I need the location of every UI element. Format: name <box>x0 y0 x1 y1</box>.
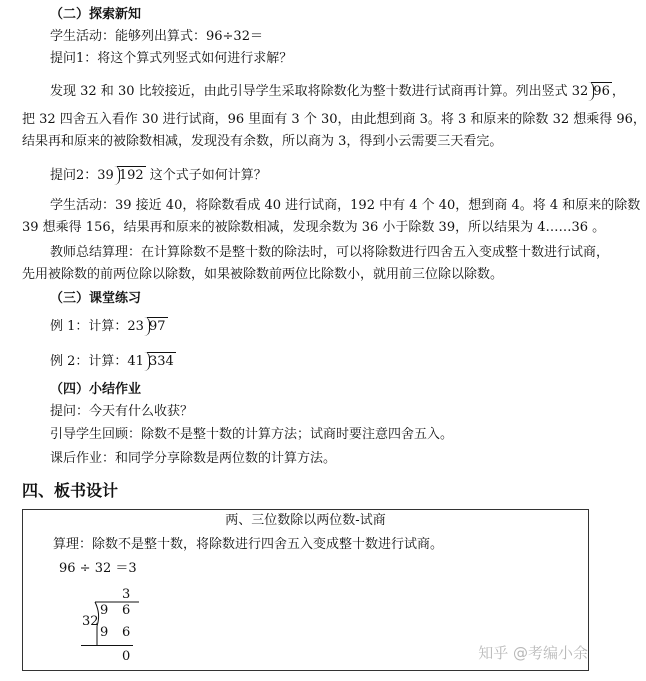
summary-question: 提问：今天有什么收获？ <box>50 404 194 419</box>
board-design-heading: 四、板书设计 <box>22 481 119 500</box>
board-product-ones: 6 <box>122 625 131 640</box>
board-remainder: 0 <box>122 649 131 664</box>
board-rule: 算理：除数不是整十数，将除数进行四舍五入变成整十数进行试商。 <box>53 537 444 552</box>
question-1: 提问1：将这个算式列竖式如何进行求解？ <box>50 51 293 66</box>
board-dividend-ones: 6 <box>122 603 131 618</box>
question-2-label: 提问2：39 <box>50 168 114 183</box>
teacher-summary: 教师总结算理：在计算除数不是整十数的除法时，可以将除数进行四舍五入变成整十数进行试商， <box>50 245 610 260</box>
paragraph-estimate-end: ， <box>611 84 625 99</box>
long-division-96: 96 <box>593 84 610 99</box>
student-activity-line: 学生活动：能够列出算式：96÷32＝ <box>50 29 263 44</box>
subtraction-line <box>81 645 133 646</box>
paragraph-estimate <box>50 82 625 101</box>
section-heading-explore: （二）探索新知 <box>50 7 142 22</box>
example-1 <box>50 317 168 336</box>
board-quotient: 3 <box>122 587 131 602</box>
example-2 <box>50 352 176 371</box>
homework: 课后作业：和同学分享除数是两位数的计算方法。 <box>50 451 337 466</box>
teacher-summary-cont: 先用被除数的前两位除以除数，如果被除数前两位比除数小，就用前三位除以除数。 <box>22 267 504 282</box>
section-heading-summary: （四）小结作业 <box>50 382 142 397</box>
example-2-label: 例 2：计算：41 <box>50 354 144 369</box>
summary-review: 引导学生回顾：除数不是整十数的计算方法；试商时要注意四舍五入。 <box>50 427 454 442</box>
paragraph-estimate-text: 发现 32 和 30 比较接近，由此引导学生采取将除数化为整十数进行试商再计算。列出竖式 32 <box>50 84 589 99</box>
long-division-334: 334 <box>148 354 174 369</box>
paragraph-trial-quotient: 把 32 四舍五入看作 30 进行试商，96 里面有 3 个 30，由此想到商 3。将 3 和原来的除数 32 想乘得 96， <box>22 112 646 127</box>
question-2 <box>50 166 267 185</box>
section-heading-practice: （三）课堂练习 <box>50 291 142 306</box>
board-divisor: 32 <box>82 614 99 629</box>
paragraph-activity-2-cont: 39 想乘得 156，结果再和原来的被除数相减，发现余数为 36 小于除数 39，所以结果为 4……36 。 <box>22 220 606 235</box>
long-division-97: 97 <box>148 319 166 334</box>
board-title: 两、三位数除以两位数-试商 <box>225 513 386 528</box>
board-equation: 96 ÷ 32 ＝3 <box>59 561 137 576</box>
board-dividend-tens: 9 <box>100 603 109 618</box>
long-division-192: 192 <box>118 168 144 183</box>
example-1-label: 例 1：计算：23 <box>50 319 144 334</box>
paragraph-activity-2: 学生活动：39 接近 40，将除数看成 40 进行试商，192 中有 4 个 40，想到商 4。将 4 和原来的除数 <box>50 198 641 213</box>
board-product-tens: 9 <box>100 625 109 640</box>
watermark: 知乎 @考编小余 <box>478 644 588 662</box>
paragraph-result: 结果再和原来的被除数相减，发现没有余数，所以商为 3，得到小云需要三天看完。 <box>22 134 503 149</box>
question-2-text: 这个式子如何计算？ <box>145 168 267 183</box>
